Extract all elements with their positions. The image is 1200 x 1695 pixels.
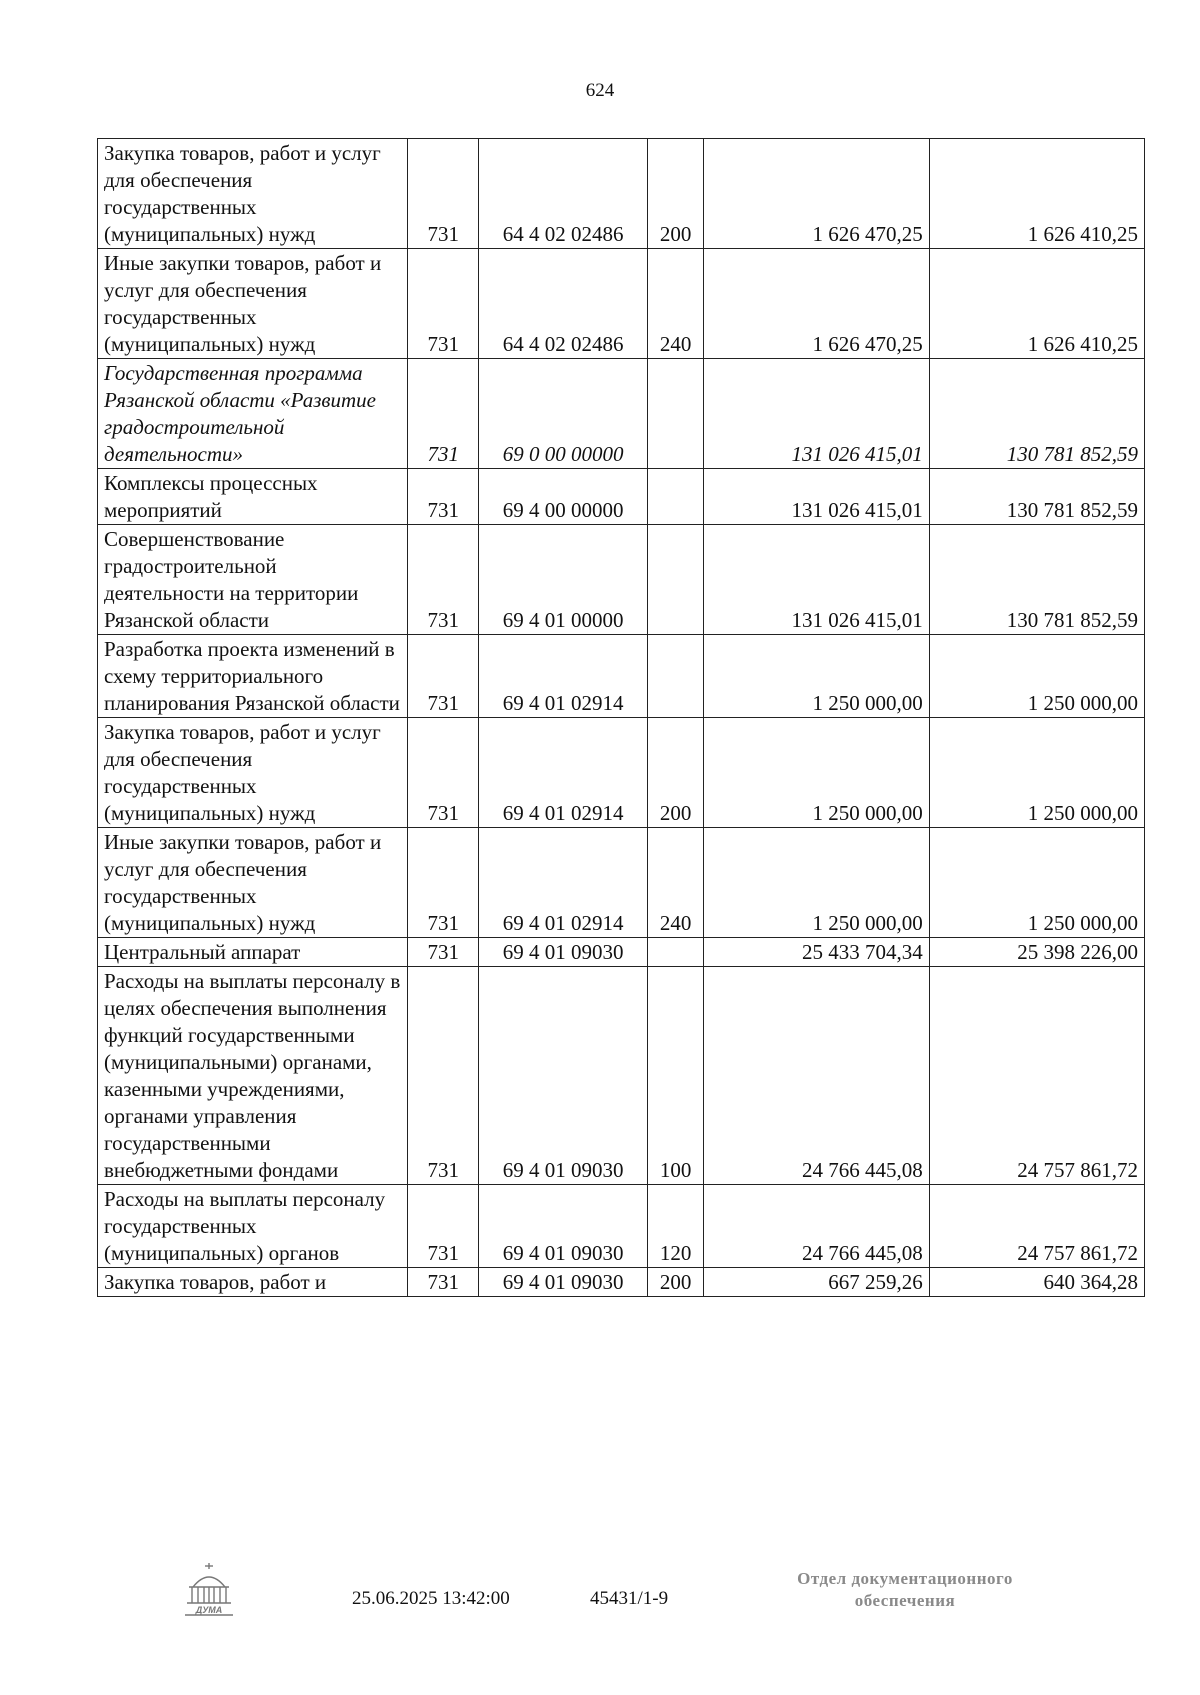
row-admin-code-cell: 731 [408, 469, 479, 525]
duma-emblem-icon [183, 1561, 235, 1619]
row-expense-type-cell [648, 525, 704, 635]
row-name-cell: Разработка проекта изменений в схему территориального планирования Рязанской области [98, 635, 408, 718]
svg-text:ДУМА: ДУМА [195, 1605, 223, 1615]
table-row [98, 718, 1145, 828]
table-row [98, 938, 1145, 967]
footer-doc-code: 45431/1-9 [590, 1588, 669, 1609]
table-row [98, 139, 1145, 249]
table-row [98, 359, 1145, 469]
row-name-cell: Расходы на выплаты персоналу в целях обеспечения выполнения функций государственными (муниципальными) органами, казенными учреждениями, органами управления государственными внебюджетными фондами [98, 967, 408, 1185]
table-row [98, 469, 1145, 525]
row-expense-type-cell: 240 [648, 249, 704, 359]
row-admin-code-cell: 731 [408, 1268, 479, 1297]
row-sum-2-cell: 130 781 852,59 [929, 525, 1144, 635]
row-sum-2-cell: 1 250 000,00 [929, 828, 1144, 938]
row-target-article-cell: 69 4 01 09030 [479, 1268, 648, 1297]
row-expense-type-cell: 200 [648, 718, 704, 828]
row-target-article-cell: 69 4 00 00000 [479, 469, 648, 525]
row-sum-2-cell: 1 250 000,00 [929, 718, 1144, 828]
department-stamp-line2: обеспечения [854, 1591, 956, 1610]
row-sum-1-cell: 24 766 445,08 [703, 967, 929, 1185]
table-row [98, 1185, 1145, 1268]
row-sum-2-cell: 1 626 410,25 [929, 139, 1144, 249]
table-row [98, 967, 1145, 1185]
row-target-article-cell: 69 4 01 02914 [479, 718, 648, 828]
row-sum-1-cell: 24 766 445,08 [703, 1185, 929, 1268]
department-stamp [755, 1568, 1055, 1612]
row-target-article-cell: 69 4 01 00000 [479, 525, 648, 635]
row-name-cell: Комплексы процессных мероприятий [98, 469, 408, 525]
row-sum-1-cell: 1 250 000,00 [703, 718, 929, 828]
row-expense-type-cell: 120 [648, 1185, 704, 1268]
row-name-cell: Иные закупки товаров, работ и услуг для обеспечения государственных (муниципальных) нужд [98, 249, 408, 359]
row-sum-2-cell: 1 626 410,25 [929, 249, 1144, 359]
row-sum-1-cell: 1 250 000,00 [703, 828, 929, 938]
row-expense-type-cell: 240 [648, 828, 704, 938]
table-row [98, 828, 1145, 938]
row-sum-1-cell: 131 026 415,01 [703, 359, 929, 469]
row-admin-code-cell: 731 [408, 249, 479, 359]
row-name-cell: Центральный аппарат [98, 938, 408, 967]
table-row [98, 525, 1145, 635]
row-sum-1-cell: 1 626 470,25 [703, 249, 929, 359]
row-sum-1-cell: 131 026 415,01 [703, 469, 929, 525]
row-sum-2-cell: 130 781 852,59 [929, 359, 1144, 469]
row-name-cell: Совершенствование градостроительной деятельности на территории Рязанской области [98, 525, 408, 635]
row-sum-2-cell: 640 364,28 [929, 1268, 1144, 1297]
row-sum-1-cell: 131 026 415,01 [703, 525, 929, 635]
row-name-cell: Расходы на выплаты персоналу государственных (муниципальных) органов [98, 1185, 408, 1268]
row-target-article-cell: 69 0 00 00000 [479, 359, 648, 469]
table-row [98, 1268, 1145, 1297]
row-target-article-cell: 64 4 02 02486 [479, 249, 648, 359]
row-target-article-cell: 69 4 01 09030 [479, 1185, 648, 1268]
row-admin-code-cell: 731 [408, 967, 479, 1185]
table-row [98, 635, 1145, 718]
row-target-article-cell: 69 4 01 09030 [479, 967, 648, 1185]
row-expense-type-cell [648, 469, 704, 525]
row-expense-type-cell: 200 [648, 139, 704, 249]
row-admin-code-cell: 731 [408, 1185, 479, 1268]
row-name-cell: Закупка товаров, работ и услуг для обеспечения государственных (муниципальных) нужд [98, 139, 408, 249]
budget-table [97, 138, 1145, 1297]
row-name-cell: Иные закупки товаров, работ и услуг для обеспечения государственных (муниципальных) нужд [98, 828, 408, 938]
row-target-article-cell: 69 4 01 02914 [479, 828, 648, 938]
row-sum-2-cell: 25 398 226,00 [929, 938, 1144, 967]
row-expense-type-cell [648, 635, 704, 718]
row-sum-2-cell: 130 781 852,59 [929, 469, 1144, 525]
row-sum-1-cell: 667 259,26 [703, 1268, 929, 1297]
row-admin-code-cell: 731 [408, 718, 479, 828]
row-admin-code-cell: 731 [408, 938, 479, 967]
row-sum-2-cell: 1 250 000,00 [929, 635, 1144, 718]
row-name-cell: Закупка товаров, работ и услуг для обеспечения государственных (муниципальных) нужд [98, 718, 408, 828]
row-admin-code-cell: 731 [408, 525, 479, 635]
row-admin-code-cell: 731 [408, 359, 479, 469]
row-sum-2-cell: 24 757 861,72 [929, 1185, 1144, 1268]
row-admin-code-cell: 731 [408, 139, 479, 249]
footer-datetime: 25.06.2025 13:42:00 [352, 1588, 510, 1609]
row-expense-type-cell [648, 359, 704, 469]
row-sum-1-cell: 25 433 704,34 [703, 938, 929, 967]
row-target-article-cell: 69 4 01 09030 [479, 938, 648, 967]
row-sum-1-cell: 1 626 470,25 [703, 139, 929, 249]
row-name-cell: Закупка товаров, работ и [98, 1268, 408, 1297]
row-target-article-cell: 64 4 02 02486 [479, 139, 648, 249]
row-target-article-cell: 69 4 01 02914 [479, 635, 648, 718]
table-row [98, 249, 1145, 359]
row-sum-1-cell: 1 250 000,00 [703, 635, 929, 718]
row-sum-2-cell: 24 757 861,72 [929, 967, 1144, 1185]
page-number: 624 [585, 80, 615, 101]
row-name-cell: Государственная программа Рязанской области «Развитие градостроительной деятельности» [98, 359, 408, 469]
row-expense-type-cell: 100 [648, 967, 704, 1185]
row-admin-code-cell: 731 [408, 828, 479, 938]
row-admin-code-cell: 731 [408, 635, 479, 718]
department-stamp-line1: Отдел документационного [797, 1569, 1013, 1588]
row-expense-type-cell [648, 938, 704, 967]
row-expense-type-cell: 200 [648, 1268, 704, 1297]
